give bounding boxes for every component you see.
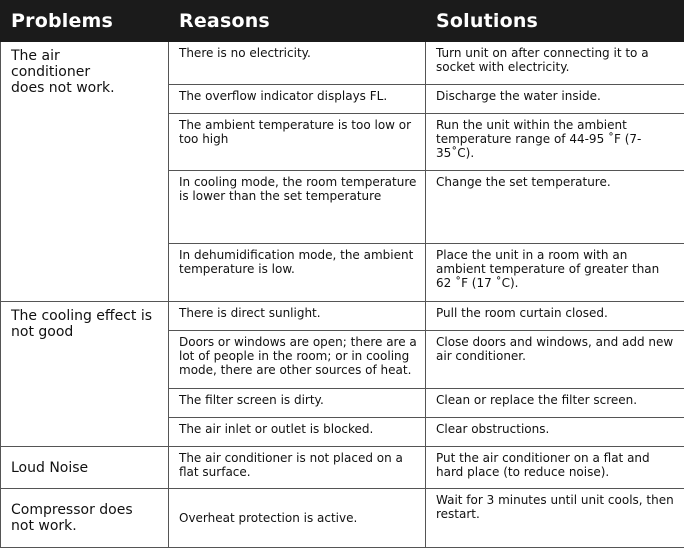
reason-cell: The overflow indicator displays FL. — [169, 85, 426, 114]
table-row — [1, 42, 684, 85]
reason-cell: Overheat protection is active. — [169, 489, 426, 548]
header-row — [1, 1, 684, 42]
header-problems: Problems — [1, 1, 169, 42]
problem-cell: Compressor does not work. — [1, 489, 169, 548]
solution-cell: Wait for 3 minutes until unit cools, then restart. — [426, 489, 684, 548]
solution-cell: Run the unit within the ambient temperature range of 44-95 ˚F (7-35˚C). — [426, 114, 684, 171]
solution-cell: Pull the room curtain closed. — [426, 302, 684, 331]
solution-cell: Discharge the water inside. — [426, 85, 684, 114]
solution-cell: Change the set temperature. — [426, 171, 684, 244]
solution-cell: Turn unit on after connecting it to a socket with electricity. — [426, 42, 684, 85]
problem-cell: Loud Noise — [1, 447, 169, 489]
table-row — [1, 447, 684, 489]
reason-cell: The air conditioner is not placed on a flat surface. — [169, 447, 426, 489]
problem-cell — [1, 42, 169, 302]
table-row — [1, 489, 684, 548]
reason-cell: There is no electricity. — [169, 42, 426, 85]
reason-cell: In dehumidification mode, the ambient temperature is low. — [169, 244, 426, 302]
reason-cell: The air inlet or outlet is blocked. — [169, 418, 426, 447]
solution-cell: Place the unit in a room with an ambient temperature of greater than 62 ˚F (17 ˚C). — [426, 244, 684, 302]
table-row — [1, 302, 684, 331]
reason-cell: The filter screen is dirty. — [169, 389, 426, 418]
problem-cell: The cooling effect is not good — [1, 302, 169, 447]
problem-text: The air conditioner does not work. — [11, 48, 115, 96]
header-solutions: Solutions — [426, 1, 684, 42]
reason-cell: The ambient temperature is too low or too high — [169, 114, 426, 171]
solution-cell: Clear obstructions. — [426, 418, 684, 447]
reason-cell: Doors or windows are open; there are a lot of people in the room; or in cooling mode, there are other sources of heat. — [169, 331, 426, 389]
solution-cell: Clean or replace the filter screen. — [426, 389, 684, 418]
reason-cell: In cooling mode, the room temperature is lower than the set temperature — [169, 171, 426, 244]
solution-cell: Close doors and windows, and add new air conditioner. — [426, 331, 684, 389]
reason-cell: There is direct sunlight. — [169, 302, 426, 331]
solution-cell: Put the air conditioner on a flat and hard place (to reduce noise). — [426, 447, 684, 489]
header-reasons: Reasons — [169, 1, 426, 42]
